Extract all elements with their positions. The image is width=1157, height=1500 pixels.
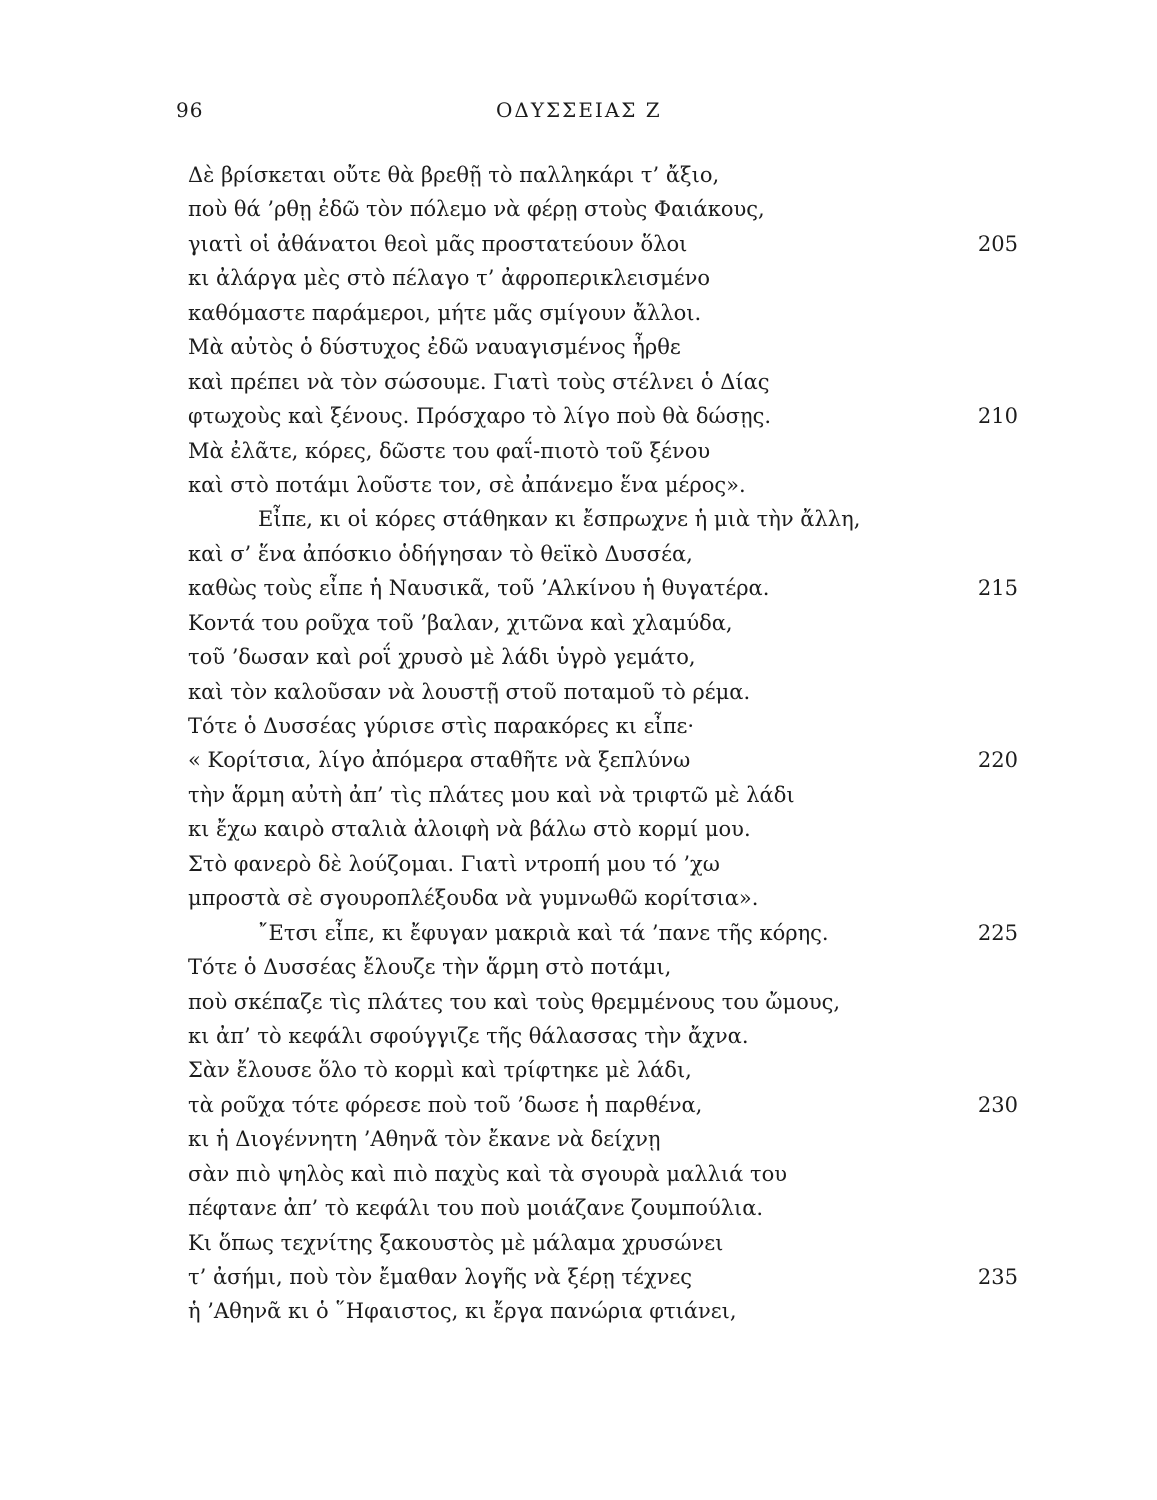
- verse-line: [188, 192, 1018, 226]
- verse-line: [188, 502, 1018, 536]
- page-number: 96: [176, 98, 204, 122]
- verse-text: τὴν ἅρμη αὐτὴ ἀπ’ τὶς πλάτες μου καὶ νὰ τριφτῶ μὲ λάδι: [188, 782, 795, 807]
- verse-block: [188, 158, 1018, 1329]
- verse-line: [188, 1191, 1018, 1225]
- verse-line: [188, 1019, 1018, 1053]
- verse-line: [188, 571, 1018, 605]
- verse-line: [188, 950, 1018, 984]
- verse-line: [188, 261, 1018, 295]
- verse-text: καθόμαστε παράμεροι, μήτε μᾶς σμίγουν ἄλλοι.: [188, 300, 702, 325]
- verse-text: Τότε ὁ Δυσσέας ἔλουζε τὴν ἅρμη στὸ ποτάμι,: [188, 955, 672, 980]
- verse-line: [188, 296, 1018, 330]
- verse-line: [188, 709, 1018, 743]
- running-title: ΟΔΥΣΣΕΙΑΣ Ζ: [496, 98, 662, 122]
- verse-text: τ’ ἀσήμι, ποὺ τὸν ἔμαθαν λογῆς νὰ ξέρῃ τέχνες: [188, 1265, 693, 1289]
- verse-text: κι ἡ Διογέννητη ’Αθηνᾶ τὸν ἔκανε νὰ δείχνῃ: [188, 1127, 661, 1152]
- line-number: 230: [977, 1092, 1018, 1117]
- verse-line: [188, 537, 1018, 571]
- verse-text: καὶ στὸ ποτάμι λοῦστε τον, σὲ ἀπάνεμο ἕνα μέρος».: [188, 472, 746, 497]
- verse-text: Σὰν ἔλουσε ὅλο τὸ κορμὶ καὶ τρίφτηκε μὲ λάδι,: [188, 1058, 692, 1083]
- verse-line: [188, 468, 1018, 502]
- line-number: 215: [977, 576, 1018, 601]
- verse-text: Κοντά του ροῦχα τοῦ ’βαλαν, χιτῶνα καὶ χλαμύδα,: [188, 610, 733, 635]
- verse-line: [188, 916, 1018, 950]
- running-header: [176, 98, 1016, 128]
- verse-text: γιατὶ οἱ ἀθάνατοι θεοὶ μᾶς προστατεύουν ὅλοι: [188, 231, 688, 256]
- verse-text: Κι ὅπως τεχνίτης ξακουστὸς μὲ μάλαμα χρυσώνει: [188, 1230, 724, 1255]
- verse-text: « Κορίτσια, λίγο ἀπόμερα σταθῆτε νὰ ξεπλύνω: [188, 748, 691, 773]
- verse-line: [188, 1157, 1018, 1191]
- verse-text: Μὰ ἐλᾶτε, κόρες, δῶστε του φαΐ-πιοτὸ τοῦ ξένου: [188, 438, 711, 463]
- verse-text: μπροστὰ σὲ σγουροπλέξουδα νὰ γυμνωθῶ κορίτσια».: [188, 886, 759, 911]
- verse-line: [188, 985, 1018, 1019]
- verse-text: σὰν πιὸ ψηλὸς καὶ πιὸ παχὺς καὶ τὰ σγουρὰ μαλλιά του: [188, 1161, 787, 1186]
- verse-line: [188, 365, 1018, 399]
- verse-line: [188, 606, 1018, 640]
- verse-line: [188, 640, 1018, 674]
- verse-text: καὶ σ’ ἕνα ἀπόσκιο ὁδήγησαν τὸ θεϊκὸ Δυσσέα,: [188, 541, 693, 566]
- line-number: 210: [977, 404, 1018, 429]
- verse-text: καὶ τὸν καλοῦσαν νὰ λουστῇ στοῦ ποταμοῦ τὸ ρέμα.: [188, 679, 751, 704]
- verse-line: [188, 1122, 1018, 1156]
- verse-text: τὰ ροῦχα τότε φόρεσε ποὺ τοῦ ’δωσε ἡ παρθένα,: [188, 1092, 703, 1117]
- line-number: 205: [977, 231, 1018, 256]
- verse-text: Τότε ὁ Δυσσέας γύρισε στὶς παρακόρες κι εἶπε·: [188, 714, 695, 738]
- verse-line: [188, 743, 1018, 777]
- verse-line: [188, 1088, 1018, 1122]
- verse-line: [188, 158, 1018, 192]
- verse-text: φτωχοὺς καὶ ξένους. Πρόσχαρο τὸ λίγο ποὺ θὰ δώσῃς.: [188, 404, 772, 429]
- verse-line: [188, 812, 1018, 846]
- verse-text: κι ἔχω καιρὸ σταλιὰ ἀλοιφὴ νὰ βάλω στὸ κορμί μου.: [188, 817, 751, 842]
- verse-text: κι ἀλάργα μὲς στὸ πέλαγο τ’ ἀφροπερικλεισμένο: [188, 266, 711, 291]
- verse-line: [188, 227, 1018, 261]
- verse-line: [188, 881, 1018, 915]
- verse-text: ποὺ σκέπαζε τὶς πλάτες του καὶ τοὺς θρεμμένους του ὤμους,: [188, 989, 841, 1014]
- verse-text: καθὼς τοὺς εἶπε ἡ Ναυσικᾶ, τοῦ ’Αλκίνου ἡ θυγατέρα.: [188, 576, 770, 601]
- verse-text: κι ἀπ’ τὸ κεφάλι σφούγγιζε τῆς θάλασσας τὴν ἄχνα.: [188, 1023, 749, 1048]
- verse-text: ἡ ’Αθηνᾶ κι ὁ ῞Ηφαιστος, κι ἔργα πανώρια φτιάνει,: [188, 1299, 737, 1324]
- verse-line: [188, 1294, 1018, 1328]
- verse-text: τοῦ ’δωσαν καὶ ροΐ χρυσὸ μὲ λάδι ὑγρὸ γεμάτο,: [188, 645, 696, 670]
- verse-line: [188, 675, 1018, 709]
- verse-text: ῎Ετσι εἶπε, κι ἔφυγαν μακριὰ καὶ τά ’πανε τῆς κόρης.: [258, 920, 829, 945]
- verse-line: [188, 399, 1018, 433]
- verse-text: Δὲ βρίσκεται οὔτε θὰ βρεθῇ τὸ παλληκάρι τ’ ἄξιο,: [188, 163, 720, 187]
- verse-line: [188, 1053, 1018, 1087]
- line-number: 235: [977, 1265, 1018, 1289]
- verse-text: ποὺ θά ’ρθῃ ἐδῶ τὸν πόλεμο νὰ φέρῃ στοὺς Φαιάκους,: [188, 197, 765, 222]
- verse-line: [188, 1226, 1018, 1260]
- verse-line: [188, 847, 1018, 881]
- verse-text: Στὸ φανερὸ δὲ λούζομαι. Γιατὶ ντροπή μου τό ’χω: [188, 851, 720, 876]
- verse-line: [188, 1260, 1018, 1294]
- line-number: 220: [977, 748, 1018, 773]
- verse-text: πέφτανε ἀπ’ τὸ κεφάλι του ποὺ μοιάζανε ζουμπούλια.: [188, 1196, 764, 1221]
- verse-line: [188, 434, 1018, 468]
- verse-line: [188, 330, 1018, 364]
- verse-text: Εἶπε, κι οἱ κόρες στάθηκαν κι ἔσπρωχνε ἡ μιὰ τὴν ἄλλη,: [258, 507, 861, 532]
- line-number: 225: [977, 920, 1018, 945]
- verse-text: καὶ πρέπει νὰ τὸν σώσουμε. Γιατὶ τοὺς στέλνει ὁ Δίας: [188, 369, 770, 394]
- verse-line: [188, 778, 1018, 812]
- verse-text: Μὰ αὐτὸς ὁ δύστυχος ἐδῶ ναυαγισμένος ἦρθε: [188, 335, 681, 360]
